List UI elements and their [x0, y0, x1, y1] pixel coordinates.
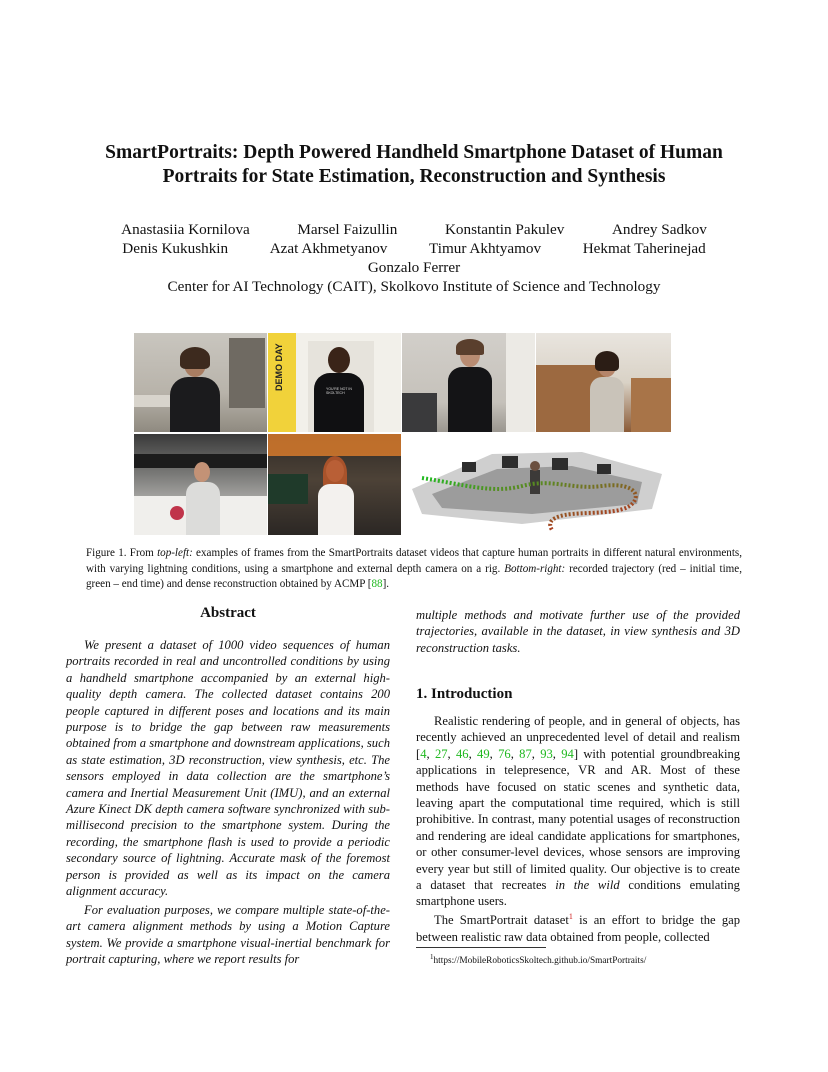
citation-link[interactable]: 76: [498, 746, 511, 761]
author-name: Azat Akhmetyanov: [269, 240, 388, 257]
footnote-mark[interactable]: 1: [568, 912, 573, 921]
citation-link[interactable]: 87: [519, 746, 532, 761]
authors-row-3: [60, 258, 768, 277]
portrait-frame-2: [268, 333, 401, 432]
author-name: Marsel Faizullin: [297, 221, 398, 238]
trajectory-reconstruction: [402, 434, 671, 535]
footnote: [430, 951, 740, 967]
abstract-paragraph-2: For evaluation purposes, we compare multiple state-of-the-art camera alignment methods by using a Motion Capture system. We provide a smartphone visual-inertial benchmark for portrait capturing, where we report results for: [66, 903, 390, 967]
introduction-heading: 1. Introduction: [416, 686, 513, 702]
footnote-url[interactable]: https://MobileRoboticsSkoltech.github.io/SmartPortraits/: [433, 956, 647, 967]
abstract-paragraph-2-continued: multiple methods and motivate further use of the provided trajectories, available in the dataset, in view synthesis and 3D reconstruction tasks.: [416, 608, 740, 655]
portrait-frame-5: [134, 434, 267, 535]
authors-row-2: [60, 239, 768, 258]
title-line-1: SmartPortraits: Depth Powered Handheld Smartphone Dataset of Human: [105, 142, 723, 163]
author-name: Denis Kukushkin: [122, 240, 229, 257]
caption-label: Figure 1.: [86, 547, 127, 559]
title-line-2: Portraits for State Estimation, Reconstruction and Synthesis: [162, 166, 666, 187]
author-name: Hekmat Taherinejad: [582, 240, 706, 257]
figure-caption: Figure 1. From top-left: examples of frames from the SmartPortraits dataset videos that capture human portraits in different natural environments, with varying lightning conditions, using a smartphone and external depth camera on a rig. Bottom-right: recorded trajectory (red – initial time, green – end time) and dense reconstruction obtained by ACMP [88].: [86, 547, 742, 591]
demo-day-sign: DEMO DAY: [274, 343, 284, 391]
author-name: Konstantin Pakulev: [444, 221, 565, 238]
footnote-divider: [416, 947, 546, 948]
author-name: Anastasiia Kornilova: [121, 221, 250, 238]
reconstruction-graphic: [402, 434, 671, 535]
citation-link[interactable]: 27: [434, 746, 448, 761]
introduction-paragraph-2: The SmartPortrait dataset$^1$ is an effort to bridge the gap between realistic raw data obtained from people, collected: [416, 912, 740, 944]
portrait-frame-6: [268, 434, 401, 535]
footnote-number: 1: [430, 953, 434, 961]
affiliation: Center for AI Technology (CAIT), Skolkovo Institute of Science and Technology: [167, 278, 661, 295]
citation-link[interactable]: 46: [456, 746, 469, 761]
authors-row-1: [60, 220, 768, 239]
portrait-frame-4: [536, 333, 671, 432]
figure-1: [134, 333, 671, 535]
citation-link[interactable]: 94: [561, 746, 574, 761]
author-name: Andrey Sadkov: [611, 221, 707, 238]
citation-link[interactable]: 4: [420, 746, 427, 761]
portrait-frame-3: [402, 333, 535, 432]
citation-link[interactable]: 49: [477, 746, 490, 761]
abstract-heading: Abstract: [200, 605, 256, 621]
shirt-print: YOU'RE NOT IN SKOLTECH: [326, 387, 352, 395]
portrait-frame-1: [134, 333, 267, 432]
citation-link[interactable]: 93: [540, 746, 553, 761]
author-name: Gonzalo Ferrer: [367, 259, 461, 276]
paper-title: [60, 141, 768, 189]
abstract-paragraph-1: We present a dataset of 1000 video sequences of human portraits recorded in real and uncontrolled conditions by using a handheld smartphone accompanied by an external high-quality depth camera. The collected dataset contains 200 people captured in different poses and locations and its main purpose is to bridge the gap between raw measurements obtained from a smartphone and downstream applications, such as state estimation, 3D reconstruction, view synthesis, etc. The sensors employed in data collection are the smartphone’s camera and Inertial Measurement Unit (IMU), and an external Azure Kinect DK depth camera software synchronized with sub-millisecond precision to the smartphone system. During the recording, the smartphone flash is used to provide a periodic secondary source of lightning. Accurate mask of the foremost person is provided as well as its impact on the camera alignment accuracy.: [66, 638, 390, 899]
introduction-paragraph-1: Realistic rendering of people, and in general of objects, has recently achieved an unprecedented level of detail and realism [4, 27, 46, 49, 76, 87, 93, 94] with potential groundbreaking applications in telepresence, VR and AR. Most of these methods have focused on static scenes and synthetic data, leaving apart the computational time required, which is still prohibitive. In contrast, many potential usages of reconstruction and rendering are ideal candidate applications for smartphones, or other consumer-level devices, whose sensors are improving every year but still of limited quality. Our objective is to create a dataset that recreates in the wild conditions emulating smartphone users.: [416, 714, 741, 909]
citation-link[interactable]: 88: [371, 578, 383, 591]
author-name: Timur Akhtyamov: [429, 240, 542, 257]
